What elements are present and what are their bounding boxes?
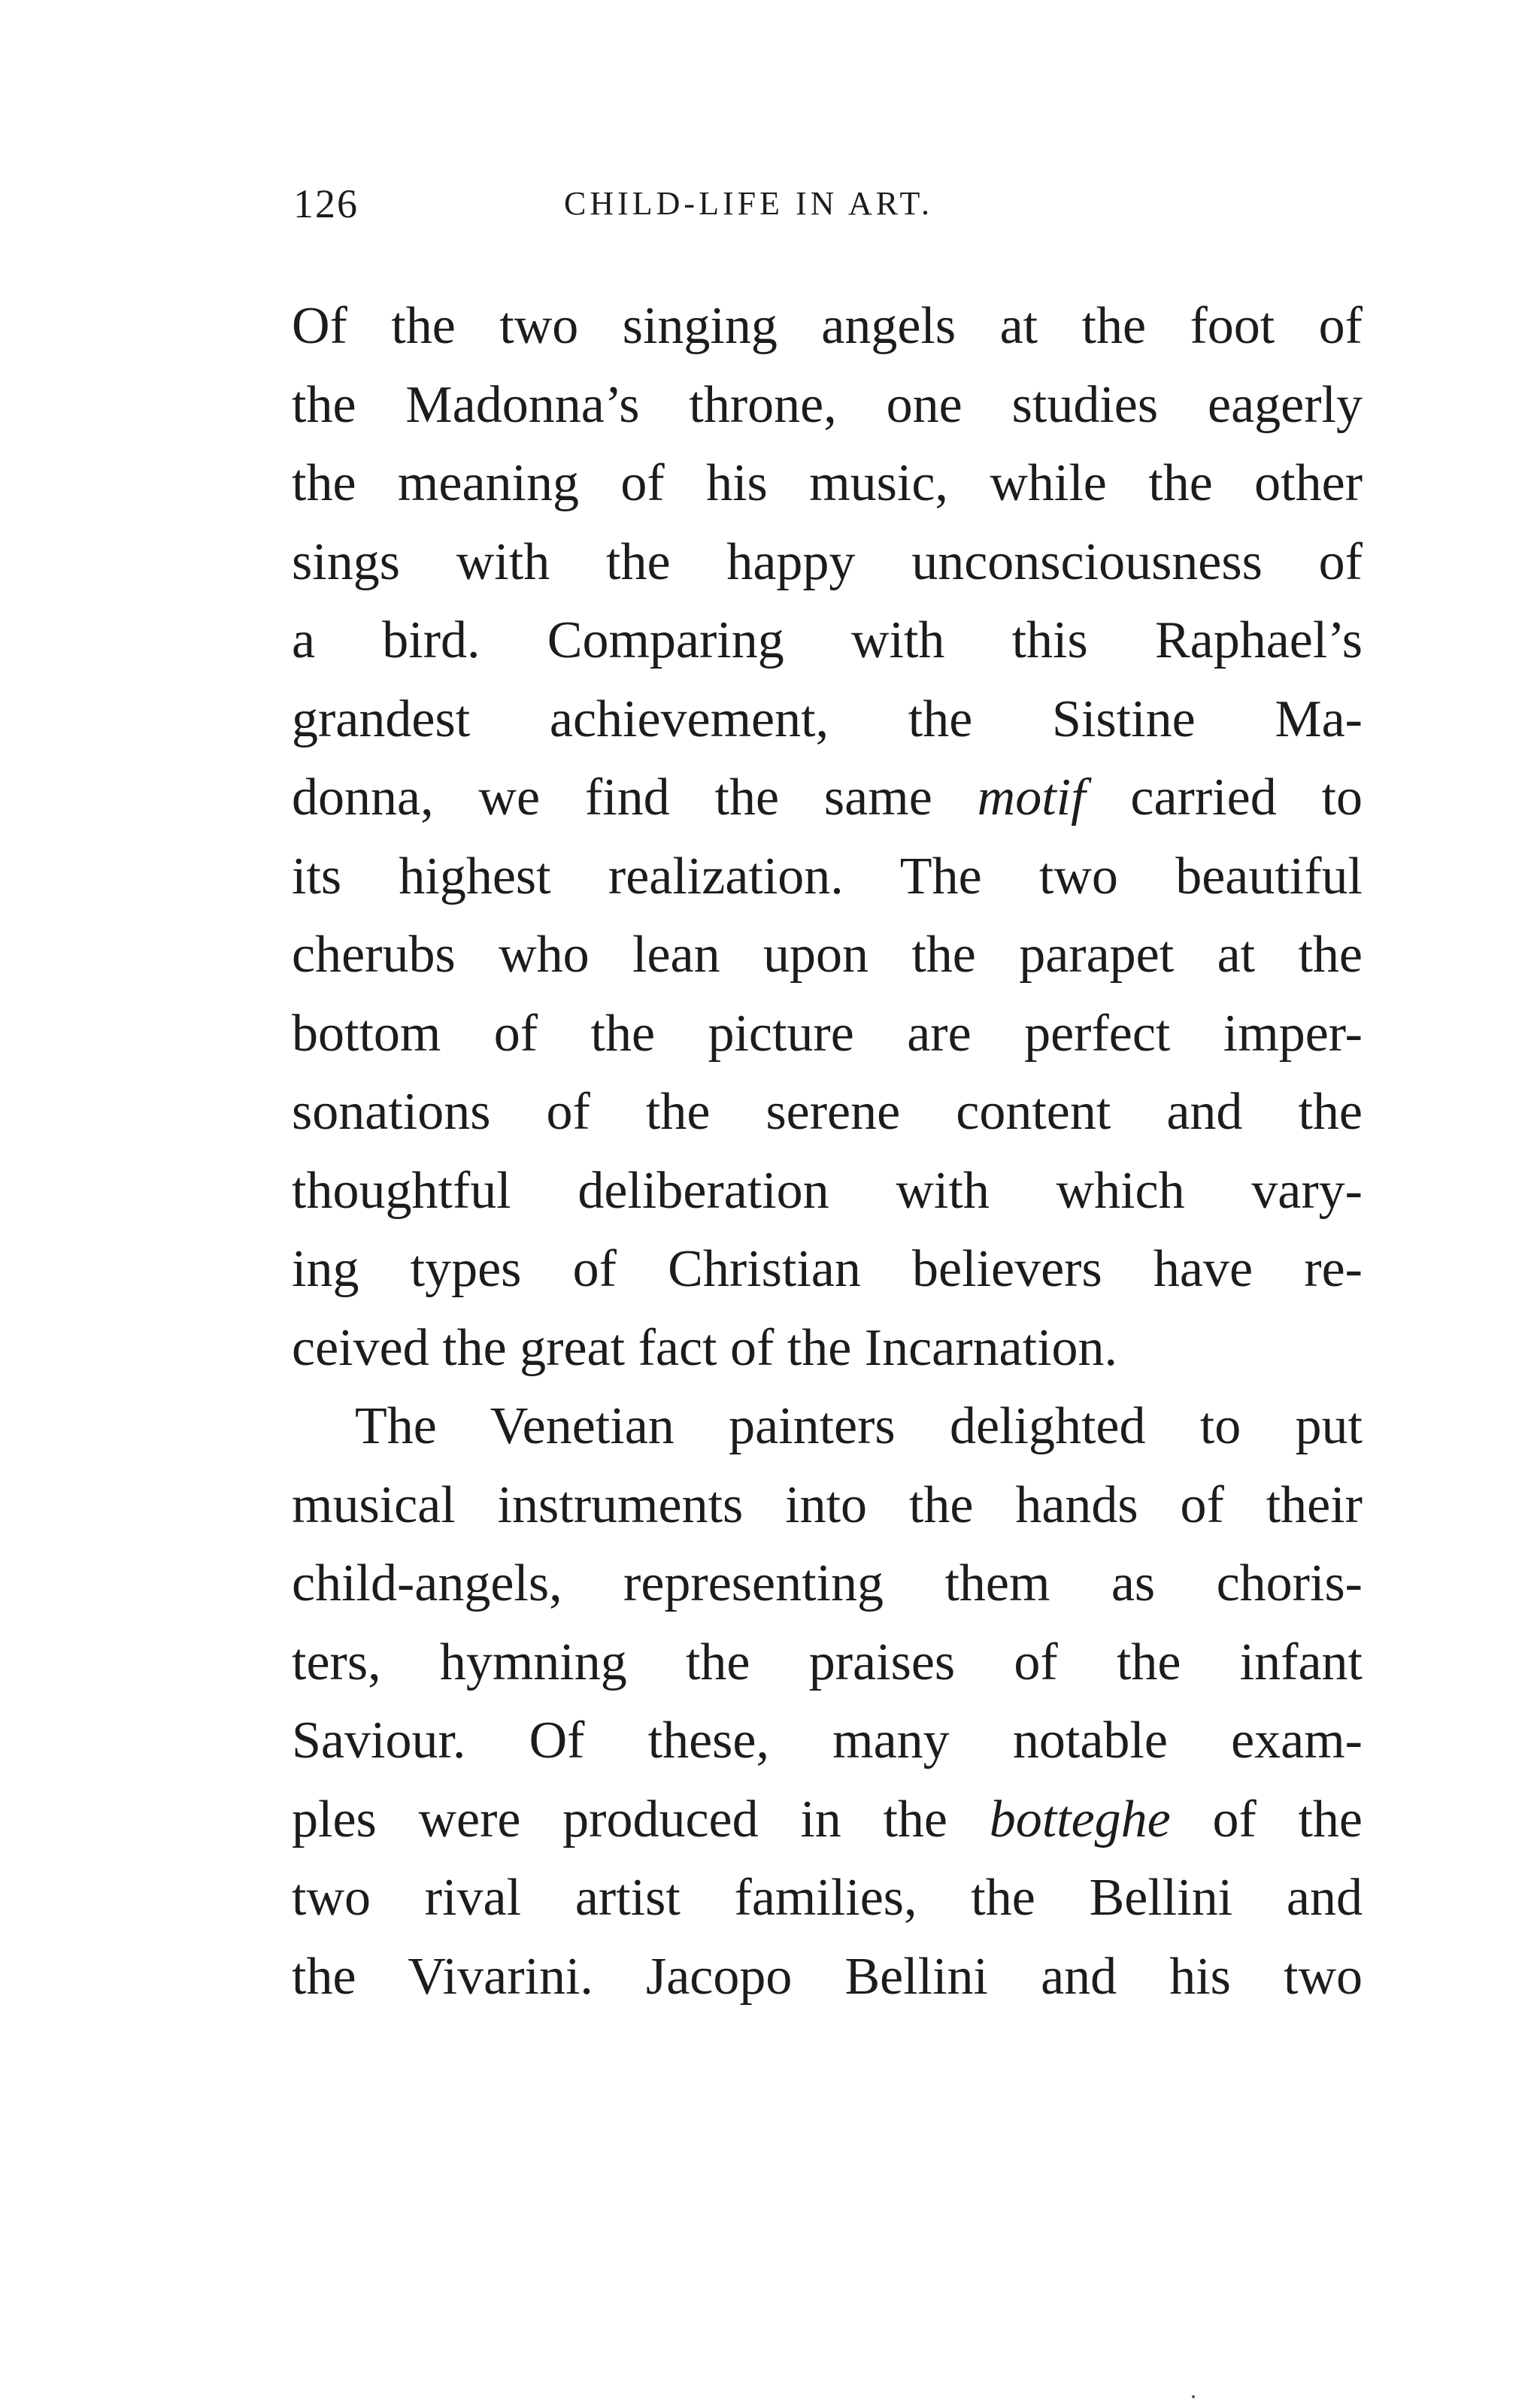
text-line: sonations of the serene content and the <box>292 1083 1363 1141</box>
text-run: of the <box>1170 1790 1363 1848</box>
text-line: its highest realization. The two beautiful <box>292 847 1363 905</box>
print-speck <box>1192 2395 1195 2398</box>
text-line: sings with the happy unconsciousness of <box>292 532 1363 591</box>
text-line: a bird. Comparing with this Raphael’s <box>292 611 1363 669</box>
text-line: the meaning of his music, while the other <box>292 454 1363 512</box>
italic-word: motif <box>977 769 1086 826</box>
text-line: child-angels, representing them as choris- <box>292 1554 1363 1612</box>
text-line: ters, hymning the praises of the infant <box>292 1633 1363 1691</box>
text-run: ples were produced in the <box>292 1790 990 1848</box>
text-line: ceived the great fact of the Incarnation. <box>292 1318 1118 1377</box>
text-line <box>292 759 1363 838</box>
running-head <box>293 177 1361 230</box>
text-line: The Venetian painters delighted to put <box>355 1397 1363 1455</box>
text-line: musical instruments into the hands of their <box>292 1475 1363 1534</box>
text-run: carried to <box>1085 769 1363 826</box>
text-line: cherubs who lean upon the parapet at the <box>292 926 1363 984</box>
text-line: bottom of the picture are perfect imper- <box>292 1004 1363 1063</box>
text-line: the Madonna’s throne, one studies eagerly <box>292 375 1363 434</box>
text-line: Of the two singing angels at the foot of <box>292 297 1363 355</box>
page-number: 126 <box>293 181 359 226</box>
body-text <box>292 287 1363 2016</box>
italic-word: botteghe <box>989 1790 1171 1848</box>
text-line: grandest achievement, the Sistine Ma- <box>292 690 1363 748</box>
text-run: donna, we find the same <box>292 769 978 826</box>
text-line <box>292 1781 1363 1860</box>
text-line: two rival artist families, the Bellini and <box>292 1869 1363 1927</box>
running-title: CHILD-LIFE IN ART. <box>564 185 934 222</box>
text-line: Saviour. Of these, many notable exam- <box>292 1712 1363 1770</box>
text-line: ing types of Christian believers have re- <box>292 1240 1363 1298</box>
text-line: the Vivarini. Jacopo Bellini and his two <box>292 1947 1363 2006</box>
text-line: thoughtful deliberation with which vary- <box>292 1161 1363 1220</box>
